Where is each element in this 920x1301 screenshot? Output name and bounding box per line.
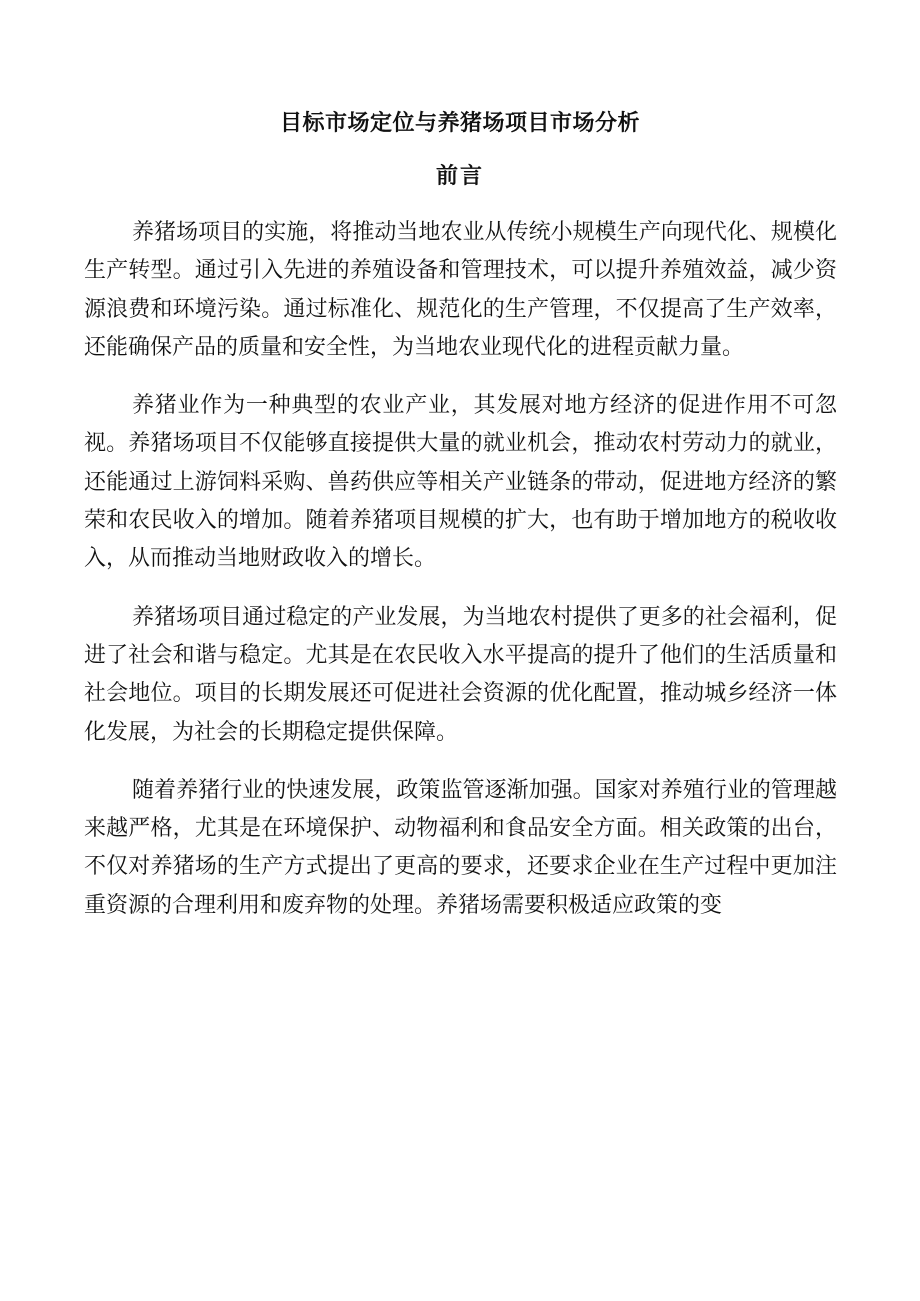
paragraph: 随着养猪行业的快速发展，政策监管逐渐加强。国家对养殖行业的管理越来越严格，尤其是在环境保护、动物福利和食品安全方面。相关政策的出台，不仅对养猪场的生产方式提出了更高的要求，还要求企业在生产过程中更加注重资源的合理利用和废弃物的处理。养猪场需要积极适应政策的变 (84, 777, 837, 918)
paragraph: 养猪场项目的实施，将推动当地农业从传统小规模生产向现代化、规模化生产转型。通过引入先进的养殖设备和管理技术，可以提升养殖效益，减少资源浪费和环境污染。通过标准化、规范化的生产管理，不仅提高了生产效率，还能确保产品的质量和安全性，为当地农业现代化的进程贡献力量。 (84, 220, 837, 360)
section-heading-preface: 前言 (435, 163, 484, 189)
paragraph: 养猪业作为一种典型的农业产业，其发展对地方经济的促进作用不可忽视。养猪场项目不仅能够直接提供大量的就业机会，推动农村劳动力的就业，还能通过上游饲料采购、兽药供应等相关产业链条的带动，促进地方经济的繁荣和农民收入的增加。随着养猪项目规模的扩大，也有助于增加地方的税收收入，从而推动当地财政收入的增长。 (84, 393, 837, 572)
paragraph: 养猪场项目通过稳定的产业发展，为当地农村提供了更多的社会福利，促进了社会和谐与稳定。尤其是在农民收入水平提高的提升了他们的生活质量和社会地位。项目的长期发展还可促进社会资源的优化配置，推动城乡经济一体化发展，为社会的长期稳定提供保障。 (84, 604, 837, 745)
document-title: 目标市场定位与养猪场项目市场分析 (279, 110, 640, 136)
body-text (84, 214, 837, 945)
